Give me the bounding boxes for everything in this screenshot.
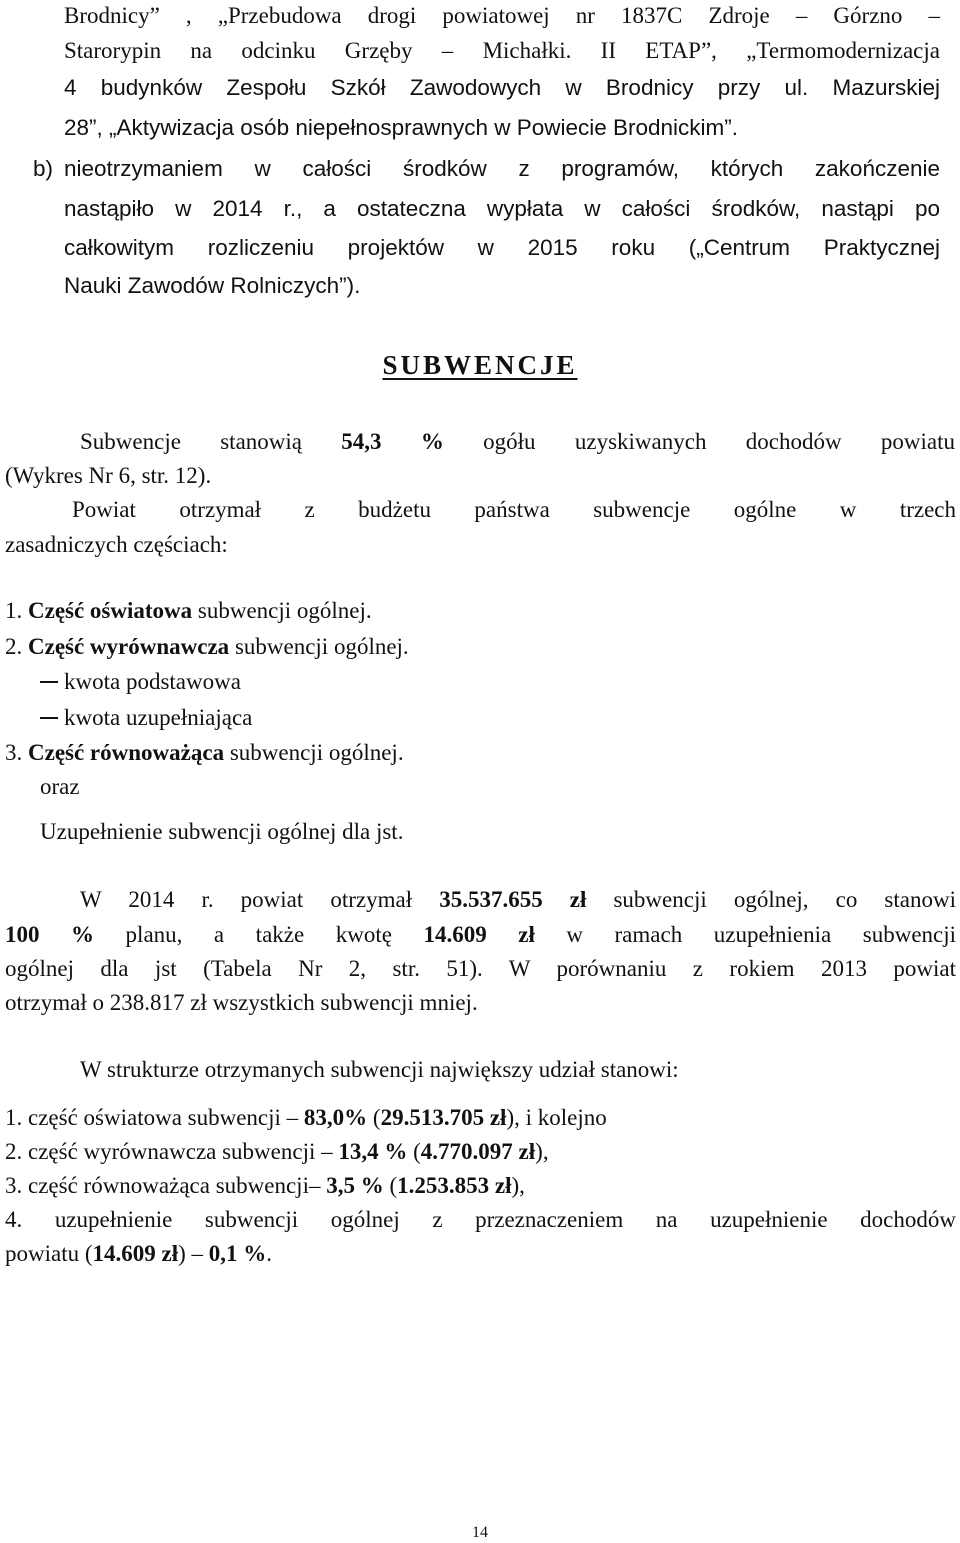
list-item: 2. część wyrównawcza subwencji – 13,4 % (4.770.097 zł), — [5, 1139, 549, 1164]
page-number: 14 — [472, 1524, 488, 1541]
paragraph-line: nieotrzymaniem w całości środków z programów, których zakończenie — [64, 156, 940, 181]
intro-line: Powiat otrzymał z budżetu państwa subwencje ogólne w trzech — [72, 497, 956, 522]
list-marker-b: b) — [33, 156, 54, 181]
paragraph-line: 4 budynków Zespołu Szkół Zawodowych w Brodnicy przy ul. Mazurskiej — [64, 75, 940, 100]
summary-line: 100 % planu, a także kwotę 14.609 zł w ramach uzupełnienia subwencji — [5, 922, 957, 947]
list-item: 2. Część wyrównawcza subwencji ogólnej. — [5, 634, 409, 659]
list-item: 4. uzupełnienie subwencji ogólnej z przeznaczeniem na uzupełnienie dochodów — [5, 1207, 956, 1232]
summary-line: otrzymał o 238.817 zł wszystkich subwencji mniej. — [5, 990, 478, 1015]
connector-text: oraz — [40, 774, 80, 799]
paragraph-line: Nauki Zawodów Rolniczych”). — [64, 273, 361, 298]
intro-line: Subwencje stanowią 54,3 % ogółu uzyskiwanych dochodów powiatu — [80, 429, 955, 454]
sub-list-item: kwota podstawowa — [40, 668, 241, 696]
intro-line: zasadniczych częściach: — [5, 532, 228, 557]
summary-line: W 2014 r. powiat otrzymał 35.537.655 zł subwencji ogólnej, co stanowi — [80, 887, 956, 912]
paragraph-line: całkowitym rozliczeniu projektów w 2015 roku („Centrum Praktycznej — [64, 235, 940, 260]
dash-icon — [40, 717, 58, 719]
dash-icon — [40, 681, 58, 683]
summary-line: ogólnej dla jst (Tabela Nr 2, str. 51). W porównaniu z rokiem 2013 powiat — [5, 956, 956, 981]
section-title: SUBWENCJE — [382, 350, 578, 380]
paragraph-line: Brodnicy” , „Przebudowa drogi powiatowej nr 1837C Zdroje – Górzno – — [64, 3, 940, 28]
paragraph-line: nastąpiło w 2014 r., a ostateczna wypłata w całości środków, nastąpi po — [64, 196, 940, 221]
list-item: 3. część równoważąca subwencji– 3,5 % (1.253.853 zł), — [5, 1173, 525, 1198]
list-item: 1. Część oświatowa subwencji ogólnej. — [5, 598, 372, 623]
list-item: 3. Część równoważąca subwencji ogólnej. — [5, 740, 404, 765]
list-item: 1. część oświatowa subwencji – 83,0% (29.513.705 zł), i kolejno — [5, 1105, 607, 1130]
paragraph-line: 28”, „Aktywizacja osób niepełnosprawnych w Powiecie Brodnickim”. — [64, 115, 739, 140]
list-item-continuation: powiatu (14.609 zł) – 0,1 %. — [5, 1241, 273, 1266]
list-item: Uzupełnienie subwencji ogólnej dla jst. — [40, 819, 404, 844]
sub-list-item: kwota uzupełniająca — [40, 704, 252, 732]
structure-heading: W strukturze otrzymanych subwencji największy udział stanowi: — [80, 1057, 679, 1082]
intro-line: (Wykres Nr 6, str. 12). — [5, 463, 212, 488]
paragraph-line: Starorypin na odcinku Grzęby – Michałki. II ETAP”, „Termomodernizacja — [64, 38, 940, 63]
